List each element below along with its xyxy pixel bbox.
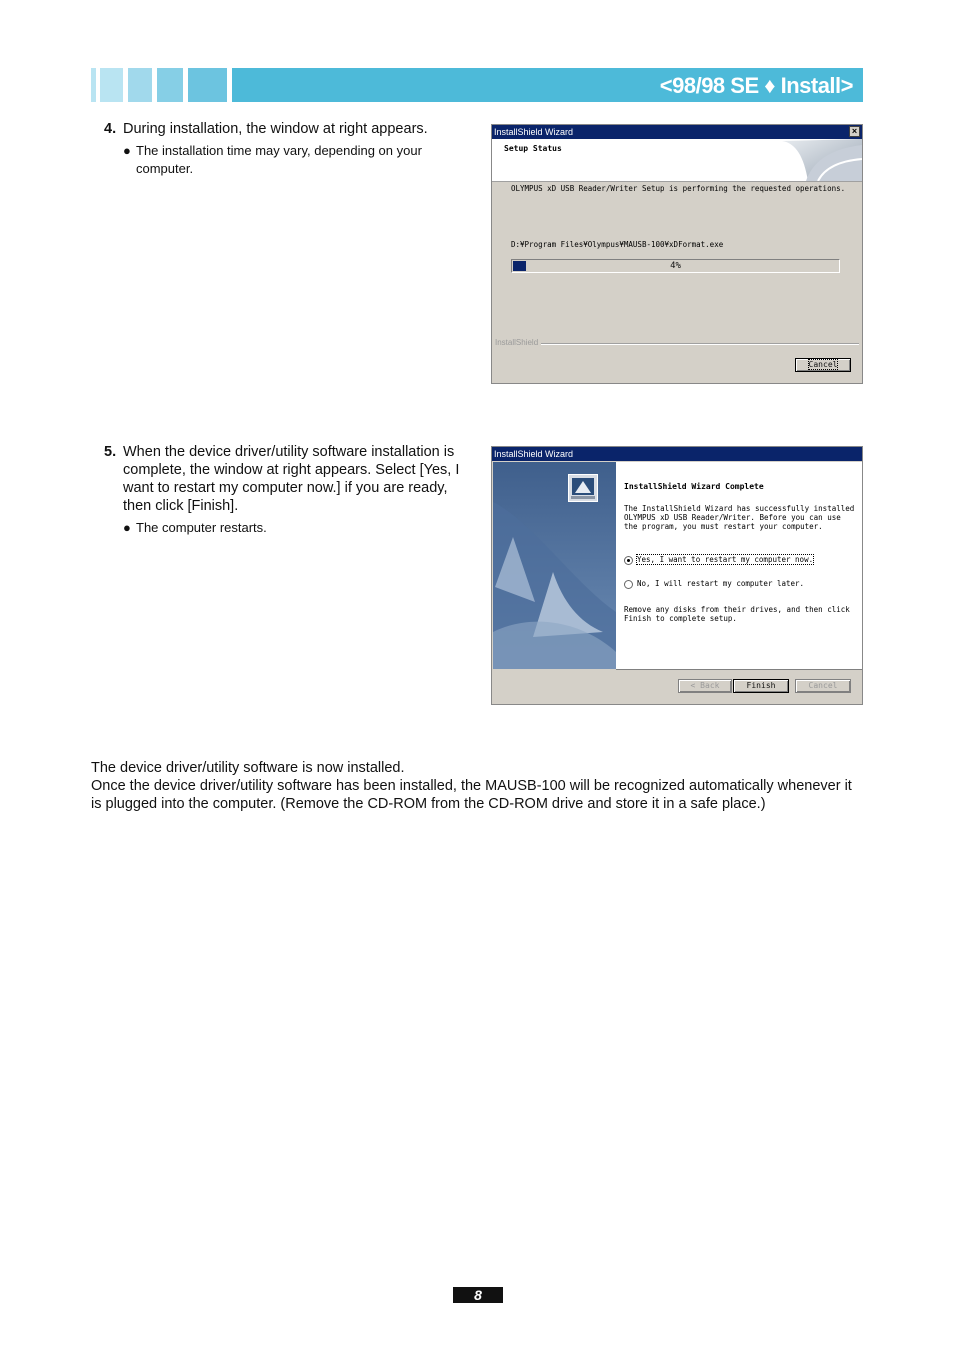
radio-restart-later-label: No, I will restart my computer later. [637, 579, 805, 588]
header-band [232, 68, 863, 102]
wizard-side-panel [493, 462, 616, 669]
dialog-title: InstallShield Wizard [494, 127, 574, 137]
step-5-bullet-text: The computer restarts. [136, 520, 267, 535]
current-file-path: D:¥Program Files¥Olympus¥MAUSB-100¥xDFormat.exe [511, 240, 724, 249]
branding-divider [497, 343, 859, 345]
header-block-3 [128, 68, 152, 102]
wizard-footer-text: Remove any disks from their drives, and then click Finish to complete setup. [624, 605, 850, 623]
setup-status-dialog [491, 124, 863, 384]
dialog-title: InstallShield Wizard [494, 449, 574, 459]
closing-line-1: The device driver/utility software is now installed. [91, 760, 405, 776]
radio-restart-later[interactable] [624, 579, 804, 589]
installshield-brand: InstallShield [495, 338, 541, 347]
radio-selected-icon [624, 556, 633, 565]
closing-line-2: Once the device driver/utility software has been installed, the MAUSB-100 will be recognized automatically whenever it is plugged into the computer. (Remove the CD-ROM from the CD-ROM drive and store it in a safe place.) [91, 778, 852, 812]
header-block-4 [157, 68, 183, 102]
closing-paragraph [91, 759, 861, 813]
finish-button[interactable]: Finish [733, 679, 789, 693]
wizard-heading: InstallShield Wizard Complete [624, 482, 764, 491]
dialog-titlebar [492, 125, 862, 139]
bullet-dot-icon: ● [123, 520, 131, 535]
setup-computer-icon [568, 474, 598, 502]
header-block-2 [100, 68, 123, 102]
dialog-header-panel [492, 139, 862, 182]
step-4-bullet-text: The installation time may vary, depending on your computer. [136, 143, 422, 176]
radio-unselected-icon [624, 580, 633, 589]
step-4 [104, 120, 466, 178]
progress-bar [511, 259, 840, 273]
cancel-button-label: Cancel [808, 360, 838, 369]
page-number: 8 [453, 1287, 503, 1303]
operation-message: OLYMPUS xD USB Reader/Writer Setup is performing the requested operations. [511, 184, 846, 193]
step-5-text: When the device driver/utility software installation is complete, the window at right appears. Select [Yes, I want to restart my computer now.] if you are ready, then click [Finish]. [123, 444, 460, 514]
installshield-swoosh-icon [778, 139, 862, 181]
radio-restart-now[interactable] [624, 555, 813, 565]
progress-percent: 4% [670, 261, 681, 271]
back-button[interactable]: < Back [678, 679, 732, 693]
step-4-text: During installation, the window at right appears. [123, 121, 428, 137]
step-5-number: 5. [104, 444, 117, 460]
step-5-bullet [123, 519, 466, 537]
header-block-5 [188, 68, 227, 102]
wizard-content-panel [616, 462, 862, 670]
dialog-titlebar [492, 447, 862, 461]
bullet-dot-icon: ● [123, 143, 131, 158]
step-5 [104, 443, 466, 537]
radio-restart-now-label: Yes, I want to restart my computer now. [637, 555, 814, 564]
cancel-button[interactable]: Cancel [795, 679, 851, 693]
step-4-number: 4. [104, 121, 117, 137]
close-icon[interactable]: × [849, 126, 860, 137]
cancel-button[interactable] [795, 358, 851, 372]
step-4-bullet [123, 142, 466, 178]
wizard-body-text: The InstallShield Wizard has successfully installed OLYMPUS xD USB Reader/Writer. Before you can use the program, you must restart your computer. [624, 504, 855, 531]
dialog-heading: Setup Status [504, 144, 562, 153]
section-title: <98/98 SE ♦ Install> [659, 73, 853, 98]
wizard-complete-dialog [491, 446, 863, 705]
header-block-1 [91, 68, 96, 102]
